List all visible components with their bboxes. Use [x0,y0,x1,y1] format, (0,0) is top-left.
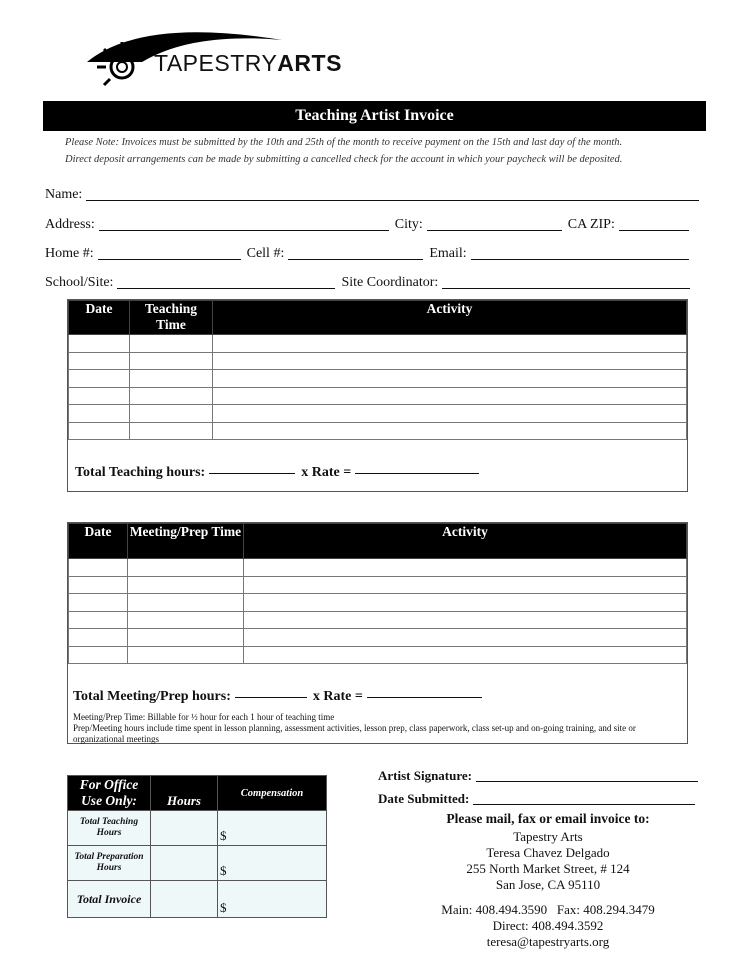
meeting-rate-field[interactable] [367,683,482,698]
total-teaching-field[interactable] [209,459,295,474]
school-label: School/Site: [45,275,114,290]
table-row [69,387,687,405]
address-line: 255 North Market Street, # 124 [466,861,630,876]
artist-signature-field[interactable] [476,767,698,782]
cell-phone-field[interactable] [288,245,423,260]
email-link[interactable]: teresa@tapestryarts.org [486,934,610,949]
tapestry-arts-logo [82,22,362,87]
page-title: Teaching Artist Invoice [43,101,706,131]
table-row [69,629,687,647]
meeting-table [67,522,688,744]
time-cell[interactable] [128,611,244,629]
activity-cell[interactable] [213,335,687,353]
table-row [69,370,687,388]
activity-cell[interactable] [244,646,687,664]
date-cell[interactable] [69,405,130,423]
home-phone-field[interactable] [98,245,241,260]
email-field[interactable] [471,245,689,260]
date-cell[interactable] [69,646,128,664]
activity-cell[interactable] [244,629,687,647]
activity-cell[interactable] [213,352,687,370]
activity-cell[interactable] [213,405,687,423]
time-cell[interactable] [130,352,213,370]
table-row [69,559,687,577]
note-line: Please Note: Invoices must be submitted by the 10th and 25th of the month to receive payment on the 15th and last day of the month. [65,137,623,148]
date-cell[interactable] [69,611,128,629]
hours-cell[interactable] [151,811,218,846]
date-cell[interactable] [69,335,130,353]
city-field[interactable] [427,216,562,231]
address-field[interactable] [99,216,389,231]
compensation-header: Compensation [218,776,327,811]
hours-cell[interactable] [151,881,218,918]
hours-cell[interactable] [151,846,218,881]
coordinator-field[interactable] [442,274,690,289]
office-row [68,846,327,881]
city-label: City: [394,217,423,232]
teaching-table [67,299,688,492]
address-line: Teresa Chavez Delgado [486,845,610,860]
coordinator-label: Site Coordinator: [341,275,439,290]
email-label: Email: [429,246,467,261]
name-label: Name: [45,187,83,202]
date-cell[interactable] [69,629,128,647]
compensation-cell[interactable]: $ [218,811,327,846]
office-use-header: For Office Use Only: [68,776,151,811]
date-submitted-label: Date Submitted: [378,791,470,806]
header-date: Date [69,524,128,559]
meeting-note: Meeting/Prep Time: Billable for ½ hour for each 1 hour of teaching time [73,712,335,722]
artist-signature-label: Artist Signature: [378,768,473,783]
header-activity: Activity [213,301,687,335]
office-row-label: Total Preparation Hours [68,846,151,881]
total-teaching-label: Total Teaching hours: [75,465,206,480]
table-row [69,576,687,594]
time-cell[interactable] [130,335,213,353]
time-cell[interactable] [130,405,213,423]
time-cell[interactable] [128,594,244,612]
note-line: Direct deposit arrangements can be made by submitting a cancelled check for the account in which your paycheck will be deposited. [65,154,623,165]
table-row [69,405,687,423]
time-cell[interactable] [128,629,244,647]
time-cell[interactable] [130,370,213,388]
rate-label: x Rate = [312,689,363,704]
activity-cell[interactable] [213,387,687,405]
hours-header: Hours [151,776,218,811]
phone-line: Main: 408.494.3590 Fax: 408.294.3479 [441,902,655,917]
date-cell[interactable] [69,387,130,405]
direct-line: Direct: 408.494.3592 [492,918,604,933]
activity-cell[interactable] [213,422,687,440]
address-line: Tapestry Arts [513,829,583,844]
mail-contact [378,902,718,950]
time-cell[interactable] [130,422,213,440]
table-row [69,594,687,612]
mail-address [378,829,718,893]
address-line: San Jose, CA 95110 [495,877,601,892]
total-meeting-field[interactable] [235,683,307,698]
activity-cell[interactable] [213,370,687,388]
mail-heading: Please mail, fax or email invoice to: [446,811,650,826]
school-field[interactable] [117,274,335,289]
office-use-table [67,775,327,918]
table-row [69,422,687,440]
date-submitted-field[interactable] [473,790,695,805]
date-cell[interactable] [69,559,128,577]
zip-field[interactable] [619,216,689,231]
header-teaching-time: Teaching Time [130,301,213,335]
table-row [69,352,687,370]
time-cell[interactable] [130,387,213,405]
office-row-label: Total Invoice [68,881,151,918]
name-field[interactable] [86,186,699,201]
rate-label: x Rate = [301,465,352,480]
time-cell[interactable] [128,646,244,664]
header-meeting-time: Meeting/Prep Time [128,524,244,559]
header-activity: Activity [244,524,687,559]
activity-cell[interactable] [244,611,687,629]
date-cell[interactable] [69,576,128,594]
total-meeting-label: Total Meeting/Prep hours: [73,689,231,704]
date-cell[interactable] [69,422,130,440]
table-row [69,335,687,353]
address-label: Address: [45,217,95,232]
activity-cell[interactable] [244,594,687,612]
logo-text: TAPESTRY [154,50,278,76]
cell-label: Cell #: [246,246,285,261]
compensation-cell[interactable]: $ [218,881,327,918]
table-row [69,646,687,664]
time-cell[interactable] [128,559,244,577]
logo-text-bold: ARTS [277,50,342,76]
compensation-cell[interactable]: $ [218,846,327,881]
home-label: Home #: [45,246,94,261]
time-cell[interactable] [128,576,244,594]
meeting-note: Prep/Meeting hours include time spent in lesson planning, assessment activities, lesson prep, class paperwork, class set-up and on-going training, and site or organizational meetings [73,723,636,744]
header-date: Date [69,301,130,335]
date-cell[interactable] [69,370,130,388]
table-row [69,611,687,629]
date-cell[interactable] [69,594,128,612]
office-row-label: Total Teaching Hours [68,811,151,846]
activity-cell[interactable] [244,576,687,594]
teaching-rate-field[interactable] [355,459,479,474]
activity-cell[interactable] [244,559,687,577]
date-cell[interactable] [69,352,130,370]
zip-label: CA ZIP: [567,217,615,232]
office-row [68,811,327,846]
office-row [68,881,327,918]
